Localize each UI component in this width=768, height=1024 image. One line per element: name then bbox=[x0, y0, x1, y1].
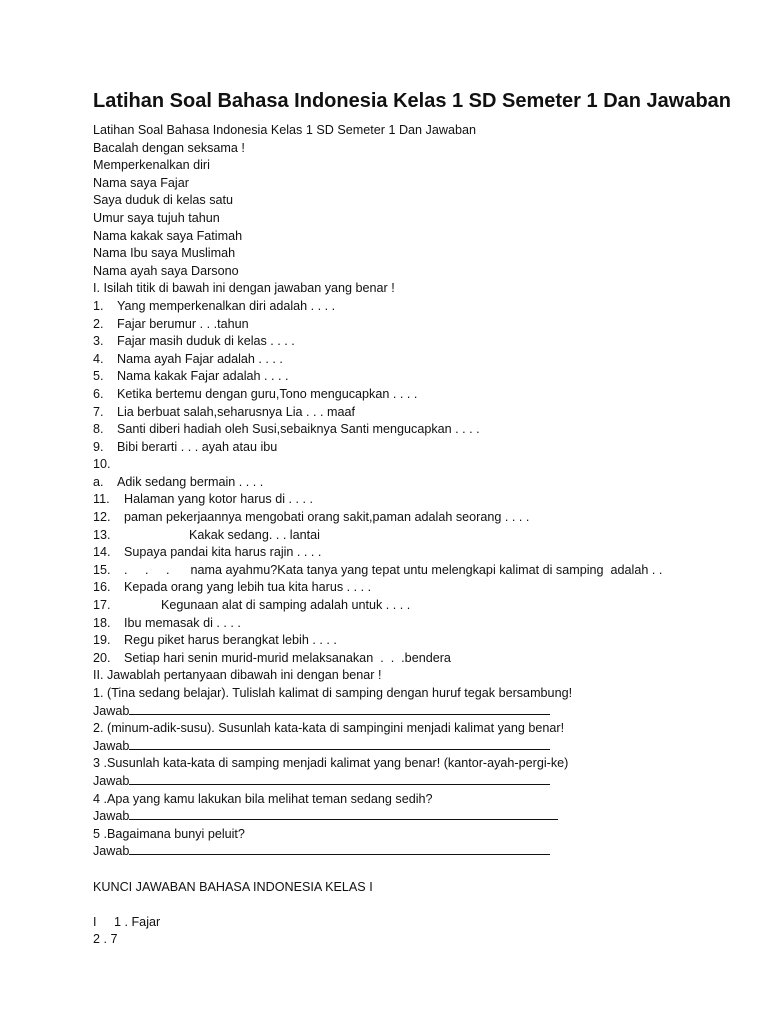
question-number: 11. bbox=[93, 492, 110, 507]
answer-label: Jawab bbox=[93, 773, 130, 788]
question-number: 13. bbox=[93, 527, 111, 542]
intro-line: Nama ayah saya Darsono bbox=[93, 263, 239, 278]
question-number: 12. bbox=[93, 510, 111, 525]
question-text: Bibi berarti . . . ayah atau ibu bbox=[117, 439, 278, 454]
question-text: Kakak sedang. . . lantai bbox=[189, 527, 320, 542]
question-item bbox=[93, 615, 733, 633]
question-text: Setiap hari senin murid-murid melaksanakan . . .bendera bbox=[124, 650, 451, 665]
essay-question: 1. (Tina sedang belajar). Tulislah kalimat di samping dengan huruf tegak bersambung! bbox=[93, 686, 573, 700]
answer-key-line: 2 . 7 bbox=[93, 932, 118, 947]
question-text: Kegunaan alat di samping adalah untuk . . . . bbox=[161, 598, 411, 613]
question-item bbox=[93, 351, 733, 369]
question-item bbox=[93, 404, 733, 422]
question-number: 17. bbox=[93, 598, 111, 613]
question-item bbox=[93, 491, 733, 509]
answer-line[interactable] bbox=[129, 809, 558, 820]
question-number: 5. bbox=[93, 369, 104, 384]
question-item bbox=[93, 650, 733, 668]
question-text: Adik sedang bermain . . . . bbox=[117, 474, 264, 489]
question-item bbox=[93, 386, 733, 404]
question-text: Regu piket harus berangkat lebih . . . . bbox=[124, 633, 337, 648]
intro-line: Umur saya tujuh tahun bbox=[93, 210, 220, 225]
question-item bbox=[93, 298, 733, 316]
answer-label: Jawab bbox=[93, 738, 130, 753]
question-number: 18. bbox=[93, 615, 111, 630]
question-item bbox=[93, 439, 733, 457]
question-item bbox=[93, 527, 733, 545]
answer-row bbox=[93, 738, 733, 756]
question-item bbox=[93, 632, 733, 650]
intro-line: Bacalah dengan seksama ! bbox=[93, 140, 245, 155]
question-item bbox=[93, 421, 733, 439]
essay-question: 3 .Susunlah kata-kata di samping menjadi kalimat yang benar! (kantor-ayah-pergi-ke) bbox=[93, 756, 569, 771]
question-number: 1. bbox=[93, 298, 104, 313]
question-number: 14. bbox=[93, 545, 111, 560]
question-item bbox=[93, 562, 733, 580]
question-text: Ketika bertemu dengan guru,Tono mengucapkan . . . . bbox=[117, 386, 418, 401]
answer-row bbox=[93, 808, 733, 826]
question-item bbox=[93, 368, 733, 386]
answer-line[interactable] bbox=[129, 774, 550, 785]
answer-key-heading: KUNCI JAWABAN BAHASA INDONESIA KELAS I bbox=[93, 879, 373, 894]
question-number: 7. bbox=[93, 404, 104, 419]
intro-line: Nama Ibu saya Muslimah bbox=[93, 246, 236, 261]
question-text: Yang memperkenalkan diri adalah . . . . bbox=[117, 298, 336, 313]
question-item bbox=[93, 579, 733, 597]
intro-line: Nama kakak saya Fatimah bbox=[93, 228, 243, 243]
question-number: 10. bbox=[93, 457, 111, 472]
question-text: Halaman yang kotor harus di . . . . bbox=[124, 492, 313, 507]
question-number: 4. bbox=[93, 351, 104, 366]
answer-row bbox=[93, 773, 733, 791]
answer-label: Jawab bbox=[93, 703, 130, 718]
question-number: 8. bbox=[93, 422, 104, 437]
answer-row bbox=[93, 843, 733, 861]
question-number: 16. bbox=[93, 580, 111, 595]
question-item bbox=[93, 456, 733, 474]
question-text: Nama ayah Fajar adalah . . . . bbox=[117, 351, 283, 366]
answer-line[interactable] bbox=[129, 704, 550, 715]
question-text: Kepada orang yang lebih tua kita harus . . . . bbox=[124, 580, 372, 595]
intro-line: Saya duduk di kelas satu bbox=[93, 193, 234, 208]
answer-label: Jawab bbox=[93, 809, 130, 824]
question-text: Lia berbuat salah,seharusnya Lia . . . maaf bbox=[117, 404, 356, 419]
answer-line[interactable] bbox=[129, 844, 550, 855]
question-text: Supaya pandai kita harus rajin . . . . bbox=[124, 545, 322, 560]
question-item bbox=[93, 544, 733, 562]
page-title: Latihan Soal Bahasa Indonesia Kelas 1 SD Semeter 1 Dan Jawaban bbox=[93, 90, 732, 112]
intro-line: Latihan Soal Bahasa Indonesia Kelas 1 SD Semeter 1 Dan Jawaban bbox=[93, 123, 476, 137]
question-number: 15. bbox=[93, 562, 111, 577]
section-2-heading: II. Jawablah pertanyaan dibawah ini dengan benar ! bbox=[93, 668, 382, 683]
intro-line: Nama saya Fajar bbox=[93, 175, 189, 190]
question-text: Ibu memasak di . . . . bbox=[124, 615, 241, 630]
question-text: Nama kakak Fajar adalah . . . . bbox=[117, 369, 289, 384]
section-1-heading: I. Isilah titik di bawah ini dengan jawaban yang benar ! bbox=[93, 281, 395, 296]
question-text: . . . nama ayahmu?Kata tanya yang tepat untu melengkapi kalimat di samping adalah . . bbox=[124, 562, 663, 577]
question-text: paman pekerjaannya mengobati orang sakit,paman adalah seorang . . . . bbox=[124, 510, 530, 525]
question-item bbox=[93, 333, 733, 351]
question-number: a. bbox=[93, 474, 104, 489]
question-item bbox=[93, 316, 733, 334]
question-text: Santi diberi hadiah oleh Susi,sebaiknya Santi mengucapkan . . . . bbox=[117, 422, 480, 437]
question-number: 6. bbox=[93, 386, 104, 401]
question-item bbox=[93, 509, 733, 527]
document-body bbox=[93, 122, 733, 949]
answer-row bbox=[93, 703, 733, 721]
essay-question: 2. (minum-adik-susu). Susunlah kata-kata di sampingini menjadi kalimat yang benar! bbox=[93, 721, 565, 736]
question-number: 9. bbox=[93, 439, 104, 454]
question-number: 3. bbox=[93, 334, 104, 349]
intro-line: Memperkenalkan diri bbox=[93, 158, 210, 173]
essay-question: 5 .Bagaimana bunyi peluit? bbox=[93, 826, 245, 841]
answer-label: Jawab bbox=[93, 844, 130, 859]
question-item bbox=[93, 474, 733, 492]
question-number: 19. bbox=[93, 633, 111, 648]
answer-key-line: I 1 . Fajar bbox=[93, 914, 161, 929]
question-number: 20. bbox=[93, 650, 111, 665]
question-text: Fajar masih duduk di kelas . . . . bbox=[117, 334, 295, 349]
question-number: 2. bbox=[93, 316, 104, 331]
answer-line[interactable] bbox=[129, 739, 550, 750]
question-item bbox=[93, 597, 733, 615]
essay-question: 4 .Apa yang kamu lakukan bila melihat teman sedang sedih? bbox=[93, 791, 433, 806]
question-text: Fajar berumur . . .tahun bbox=[117, 316, 249, 331]
